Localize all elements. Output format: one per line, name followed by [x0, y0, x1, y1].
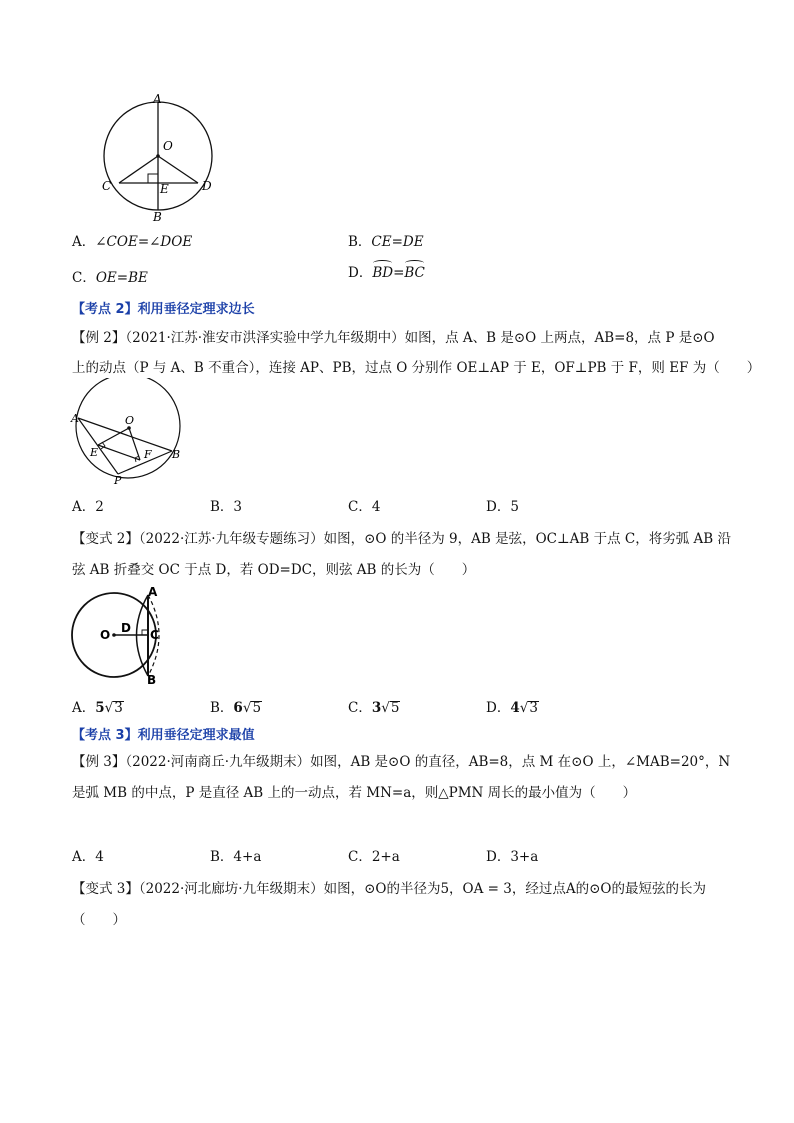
label-O: O: [163, 139, 173, 153]
coefficient: 5: [95, 700, 105, 716]
coefficient: 4: [510, 700, 520, 716]
example-2-line-1: 【例 2】（2021·江苏·淮安市洪泽实验中学九年级期中）如图，点 A、B 是⊙O 上两点，AB=8，点 P 是⊙O: [72, 330, 715, 346]
section-heading-2: 【考点 2】利用垂径定理求边长: [72, 302, 255, 317]
q1-option-a[interactable]: [72, 230, 192, 250]
ex3-option-a[interactable]: A．4: [72, 849, 104, 865]
label-B: B: [147, 673, 157, 686]
label-P: P: [114, 474, 122, 487]
var2-option-d[interactable]: [486, 696, 539, 716]
label-C: C: [150, 628, 159, 642]
option-label: D．: [486, 700, 511, 716]
var2-option-a[interactable]: [72, 696, 124, 716]
var2-option-c[interactable]: [348, 696, 400, 716]
option-text: CE=DE: [371, 234, 424, 250]
option-text: OE=BE: [95, 270, 148, 286]
equals-sign: =: [393, 265, 405, 281]
variant-2-line-1: 【变式 2】（2022·江苏·九年级专题练习）如图，⊙O 的半径为 9，AB 是弦，OC⊥AB 于点 C，将劣弧 AB 沿: [72, 531, 732, 547]
example-3-line-2: 是弧 MB 的中点，P 是直径 AB 上的一动点，若 MN=a，则△PMN 周长的最小值为（ ）: [72, 785, 637, 801]
radicand: 3: [529, 700, 538, 716]
sqrt-icon: √: [519, 700, 529, 716]
figure-circle-chord: [95, 92, 225, 224]
radicand: 5: [390, 700, 400, 716]
label-E: E: [160, 182, 169, 196]
var2-option-b[interactable]: [210, 696, 262, 716]
label-E: E: [90, 446, 99, 459]
label-B: B: [172, 448, 181, 461]
radicand: 3: [114, 700, 123, 716]
option-label: D．: [348, 265, 373, 281]
coefficient: 6: [233, 700, 243, 716]
ex3-option-b[interactable]: B．4+a: [210, 849, 262, 865]
variant-2-line-2: 弦 AB 折叠交 OC 于点 D，若 OD=DC，则弦 AB 的长为（ ）: [72, 562, 476, 578]
variant-3-line-1: 【变式 3】（2022·河北廊坊·九年级期末）如图，⊙O的半径为5，OA = 3，经过点A的⊙O的最短弦的长为: [72, 881, 706, 897]
option-label: A．: [72, 700, 96, 716]
variant-3-line-2: （ ）: [72, 912, 126, 928]
sqrt-icon: √: [104, 700, 114, 716]
arc-bc: BC: [404, 258, 425, 281]
option-label: C．: [348, 700, 372, 716]
example-2-line-2: 上的动点（P 与 A、B 不重合），连接 AP、PB，过点 O 分别作 OE⊥AP 于 E，OF⊥PB 于 F，则 EF 为（ ）: [72, 360, 761, 376]
q1-option-b[interactable]: [348, 230, 424, 250]
ex2-option-d[interactable]: D．5: [486, 499, 519, 515]
label-D: D: [202, 179, 212, 193]
label-D: D: [121, 621, 131, 635]
arc-bd: BD: [372, 258, 393, 281]
sqrt-icon: √: [242, 700, 252, 716]
label-B: B: [153, 210, 162, 224]
label-C: C: [102, 179, 112, 193]
option-label: B．: [348, 234, 372, 250]
label-O: O: [125, 414, 135, 427]
option-text: ∠COE=∠DOE: [95, 234, 193, 250]
label-A: A: [148, 586, 158, 599]
ex3-option-c[interactable]: C．2+a: [348, 849, 400, 865]
label-A: A: [71, 412, 79, 425]
figure-folded-arc: [70, 586, 180, 686]
label-O: O: [100, 628, 111, 642]
sqrt-icon: √: [381, 700, 390, 716]
coefficient: 3: [371, 700, 382, 716]
label-F: F: [144, 448, 152, 461]
label-A: A: [153, 92, 162, 106]
ex2-option-c[interactable]: C．4: [348, 499, 381, 515]
option-label: A．: [72, 234, 96, 250]
radicand: 5: [252, 700, 262, 716]
q1-option-c[interactable]: [72, 266, 148, 286]
example-3-line-1: 【例 3】（2022·河南商丘·九年级期末）如图，AB 是⊙O 的直径，AB=8，点 M 在⊙O 上，∠MAB=20°，N: [72, 754, 731, 770]
figure-circle-triangle: [68, 378, 188, 488]
option-label: C．: [72, 270, 96, 286]
ex2-option-a[interactable]: A．2: [72, 499, 104, 515]
section-heading-3: 【考点 3】利用垂径定理求最值: [72, 728, 255, 743]
ex2-option-b[interactable]: B．3: [210, 499, 243, 515]
ex3-option-d[interactable]: D．3+a: [486, 849, 539, 865]
option-label: B．: [210, 700, 234, 716]
q1-option-d[interactable]: [348, 258, 425, 281]
